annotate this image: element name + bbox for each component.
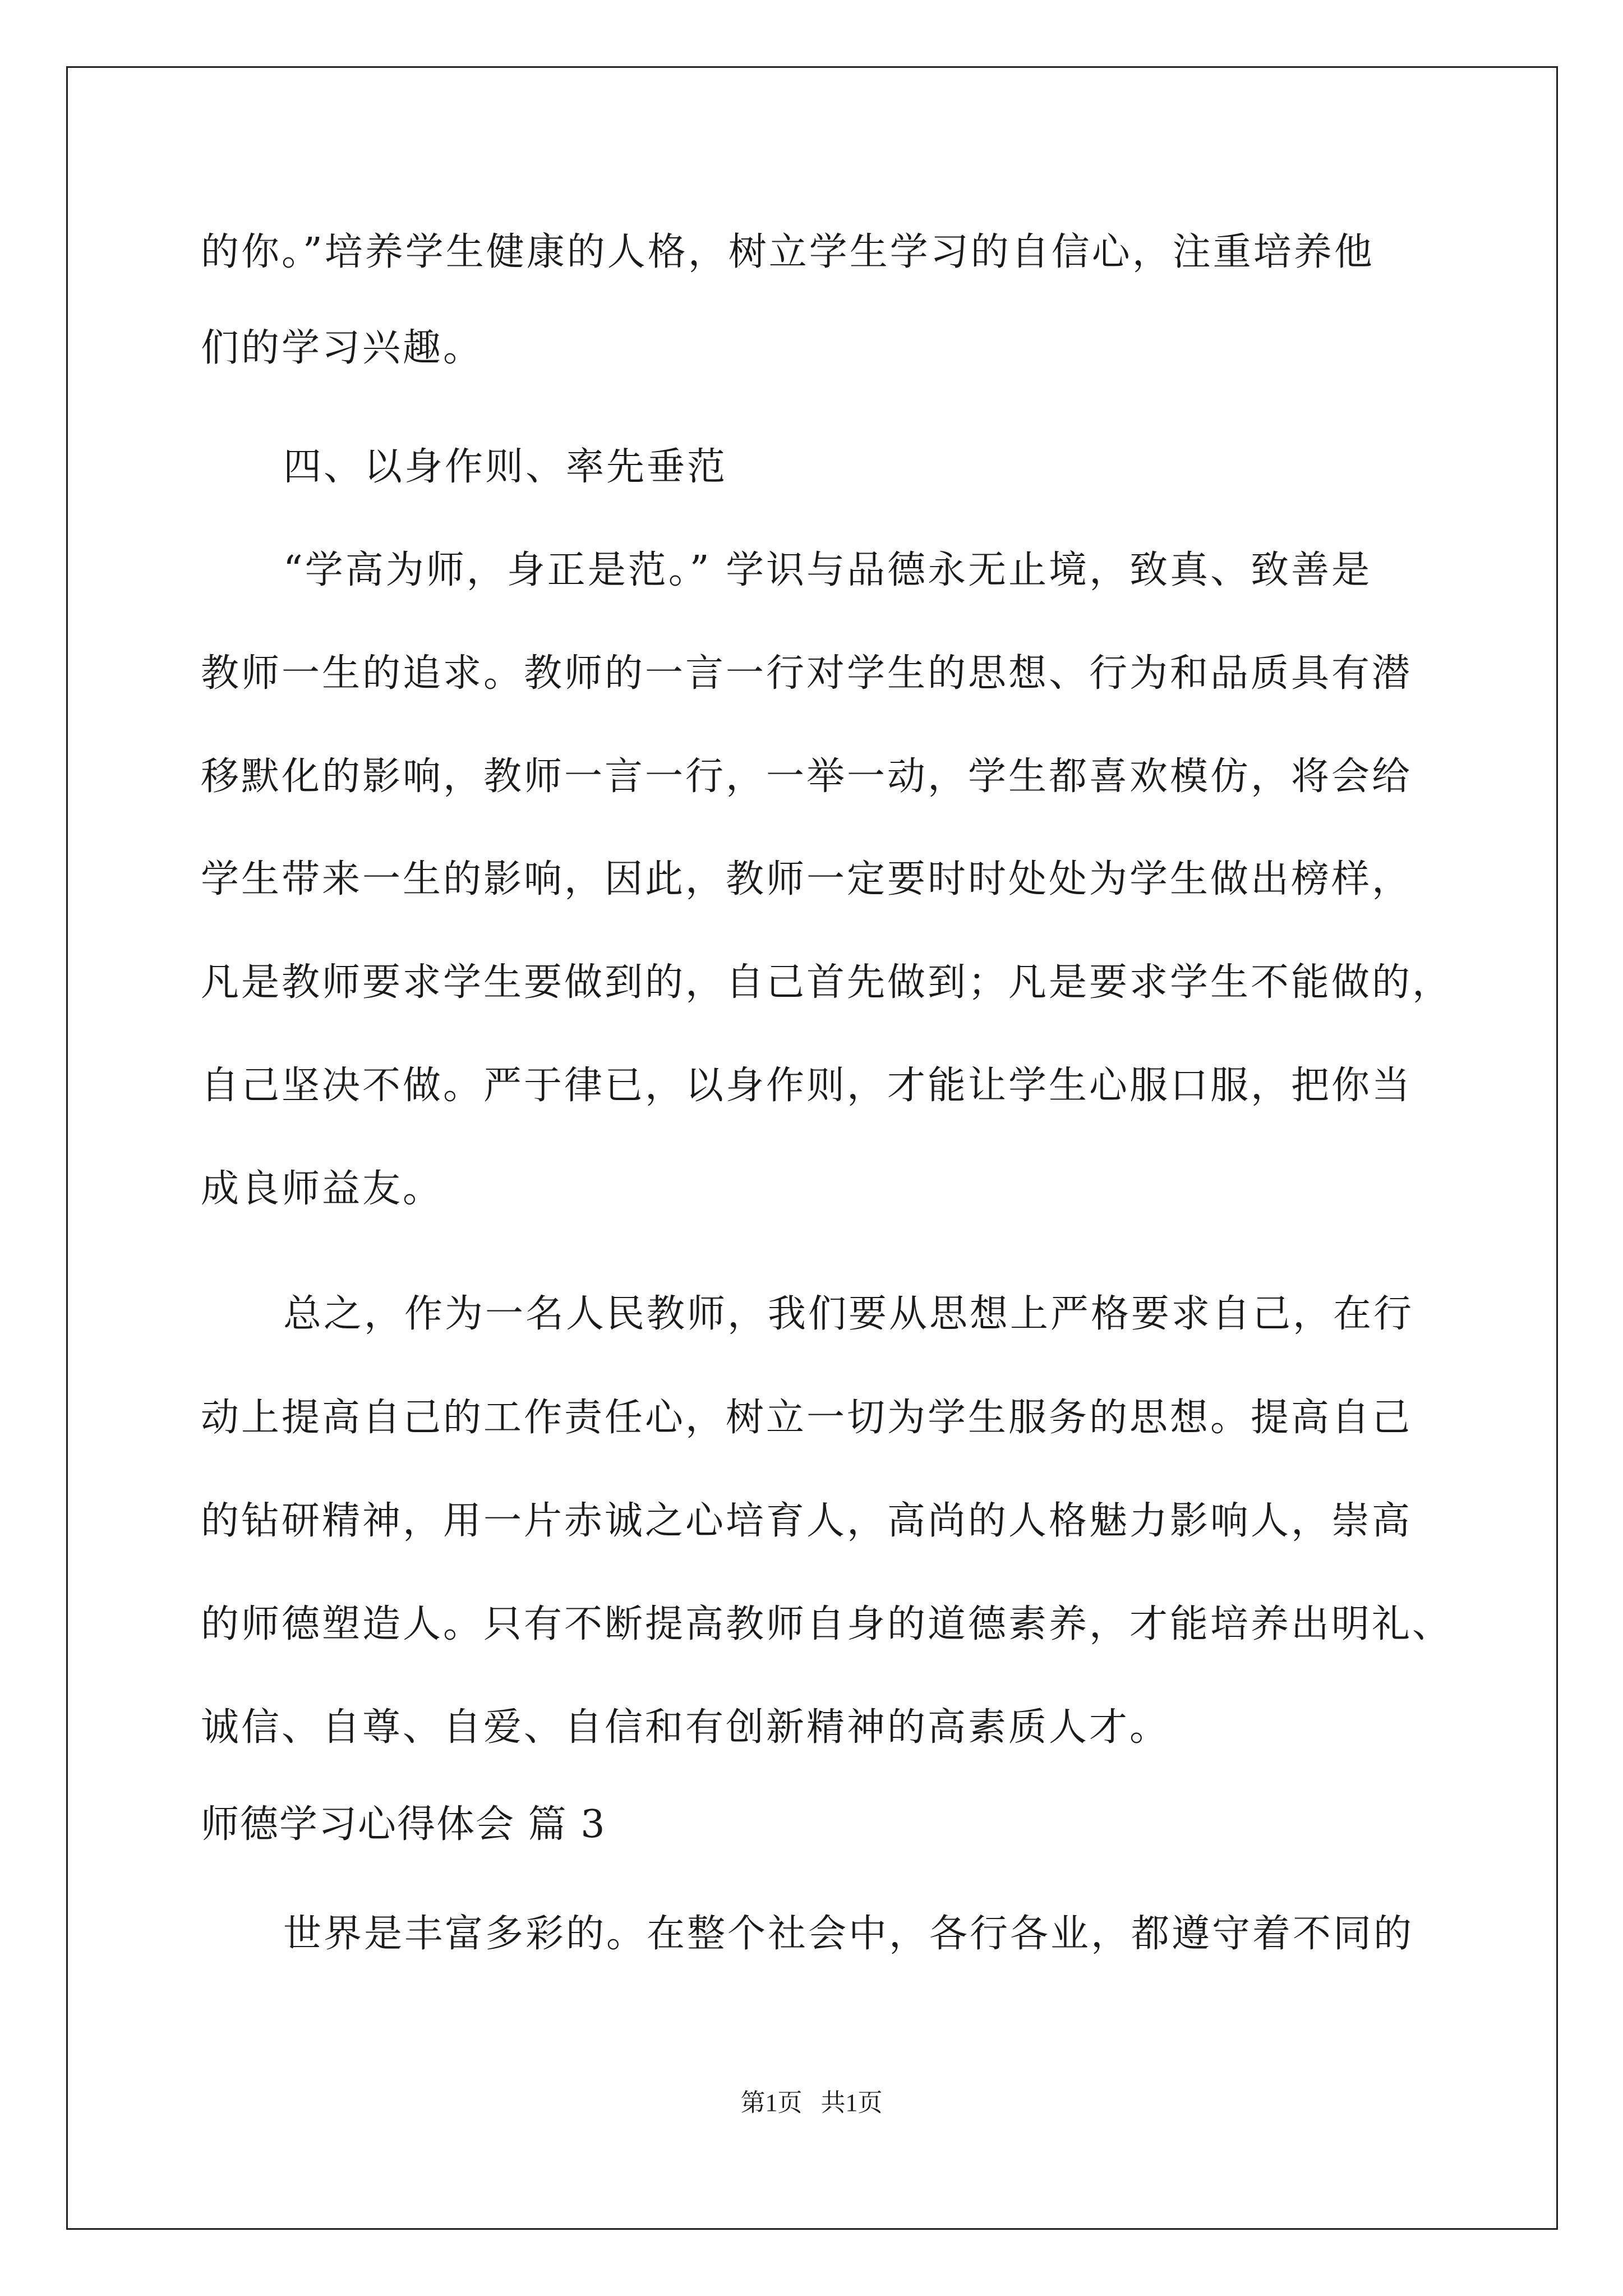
paragraph-line: 动上提高自己的工作责任心，树立一切为学生服务的思想。提高自己 <box>201 1396 1413 1440</box>
page-footer: 第1页 共1页 <box>740 2089 883 2116</box>
paragraph-line: 自己坚决不做。严于律已，以身作则，才能让学生心服口服，把你当 <box>201 1064 1413 1108</box>
paragraph-line: 成良师益友。 <box>201 1167 444 1211</box>
paragraph-line: 总之，作为一名人民教师，我们要从思想上严格要求自己，在行 <box>283 1292 1414 1336</box>
paragraph-line: 移默化的影响，教师一言一行，一举一动，学生都喜欢模仿，将会给 <box>201 754 1413 799</box>
paragraph-line: 诚信、自尊、自爱、自信和有创新精神的高素质人才。 <box>201 1705 1170 1750</box>
paragraph-line: “学高为师，身正是范。” 学识与品德永无止境，致真、致善是 <box>283 548 1372 592</box>
paragraph-line: 世界是丰富多彩的。在整个社会中，各行各业，都遵守着不同的 <box>283 1912 1414 1956</box>
paragraph-line: 的钻研精神，用一片赤诚之心培育人，高尚的人格魅力影响人，崇高 <box>201 1499 1413 1543</box>
paragraph-line: 学生带来一生的影响，因此，教师一定要时时处处为学生做出榜样， <box>201 857 1413 901</box>
paragraph-line: 的师德塑造人。只有不断提高教师自身的道德素养，才能培养出明礼、 <box>201 1602 1453 1646</box>
paragraph-line: 凡是教师要求学生要做到的，自己首先做到；凡是要求学生不能做的， <box>201 960 1453 1005</box>
section-title: 师德学习心得体会 篇 3 <box>201 1802 606 1847</box>
paragraph-line: 的你。”培养学生健康的人格，树立学生学习的自信心，注重培养他 <box>201 230 1375 274</box>
paragraph-line: 教师一生的追求。教师的一言一行对学生的思想、行为和品质具有潜 <box>201 651 1413 696</box>
paragraph-line: 们的学习兴趣。 <box>201 326 484 370</box>
page-border <box>66 66 1558 2230</box>
section-heading: 四、以身作则、率先垂范 <box>283 445 728 489</box>
